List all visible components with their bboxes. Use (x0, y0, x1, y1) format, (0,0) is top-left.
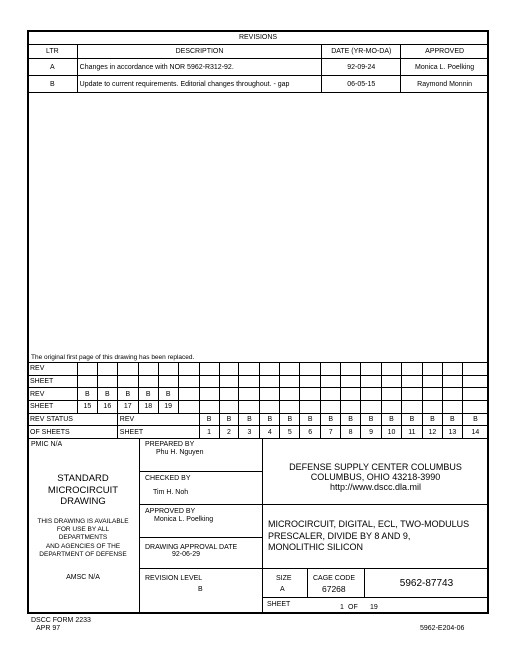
sheet-cell: 8 (341, 426, 361, 439)
availability-line: DEPARTMENTS (58, 534, 108, 542)
rev-status-label: REV STATUS (28, 413, 118, 426)
revision-row (28, 59, 489, 76)
standard-line: STANDARD (57, 473, 109, 484)
revision-approved: Raymond Monnin (401, 76, 489, 93)
rev-cell: B (442, 413, 462, 426)
standard-heading (27, 473, 139, 508)
amsc-text: AMSC N/A (66, 574, 100, 581)
grid-cell: B (97, 388, 117, 401)
rev-cell: B (300, 413, 321, 426)
header-approved: APPROVED (401, 45, 489, 59)
rev-cell: B (260, 413, 280, 426)
revision-approved: Monica L. Poelking (401, 59, 489, 76)
sheet-cell: 11 (401, 426, 422, 439)
availability-line: DEPARTMENT OF DEFENSE (39, 550, 127, 558)
revision-date: 92-09-24 (322, 59, 401, 76)
availability-line: FOR USE BY ALL (56, 526, 110, 534)
replaced-note: The original first page of this drawing has been replaced. (31, 354, 195, 361)
revision-description: Update to current requirements. Editorial changes throughout. - gap (77, 76, 322, 93)
revision-description: Changes in accordance with NOR 5962-R312-92. (77, 59, 322, 76)
grid-cell: 18 (138, 401, 158, 414)
revision-ltr: A (28, 59, 78, 76)
rev-cell: B (361, 413, 382, 426)
checked-by-label: CHECKED BY (145, 475, 191, 482)
cage-value: 67268 (322, 584, 346, 594)
grid-cell: 19 (158, 401, 178, 414)
sheet-cell: 14 (462, 426, 488, 439)
prepared-by-label: PREPARED BY (145, 441, 195, 448)
grid-label: REV (28, 363, 78, 376)
standard-line: DRAWING (60, 496, 106, 507)
grid-cell: 16 (97, 401, 117, 414)
dscc-line: DEFENSE SUPPLY CENTER COLUMBUS (289, 462, 462, 472)
dscc-address (262, 462, 489, 492)
of-sheets-row (28, 426, 489, 439)
rev-cell: B (341, 413, 361, 426)
rev-cell: B (219, 413, 239, 426)
sheet-cell: 1 (199, 426, 219, 439)
grid-row-sheet (28, 375, 489, 388)
grid-cell: 15 (77, 401, 97, 414)
cage-label: CAGE CODE (313, 575, 356, 582)
revision-level: B (198, 586, 203, 593)
form-date: APR 97 (36, 625, 61, 632)
revisions-table (27, 30, 489, 93)
grid-cell: B (158, 388, 178, 401)
availability-line: AND AGENCIES OF THE (45, 542, 121, 550)
availability-line: THIS DRAWING IS AVAILABLE (37, 518, 129, 525)
grid-cell: B (77, 388, 97, 401)
grid-label: REV (28, 388, 78, 401)
pmic-text: PMIC N/A (31, 441, 63, 448)
drawing-number: 5962-87743 (399, 578, 454, 589)
approved-by-label: APPROVED BY (145, 508, 196, 515)
size-label: SIZE (276, 575, 292, 582)
header-ltr: LTR (28, 45, 78, 59)
rev-cell: B (401, 413, 422, 426)
grid-label: SHEET (28, 401, 78, 414)
rev-cell: B (239, 413, 260, 426)
sheet-cell: 9 (361, 426, 382, 439)
grid-label: SHEET (28, 375, 78, 388)
approval-date-label: DRAWING APPROVAL DATE (145, 544, 238, 551)
sheet-cell: 4 (260, 426, 280, 439)
revisions-title: REVISIONS (28, 31, 489, 45)
sheet-cell: 3 (239, 426, 260, 439)
rev-cell: B (280, 413, 300, 426)
sheet-cell: 5 (280, 426, 300, 439)
revision-ltr: B (28, 76, 78, 93)
rev-label: REV (117, 413, 199, 426)
grid-row-sheet (28, 401, 489, 414)
rev-cell: B (321, 413, 341, 426)
drawing-title (268, 519, 469, 554)
sheet-cell: 7 (321, 426, 341, 439)
rev-cell: B (199, 413, 219, 426)
sheet-grid (27, 362, 489, 439)
sheet-of-label: OF (348, 604, 358, 611)
header-description: DESCRIPTION (77, 45, 322, 59)
sheet-cell: 12 (422, 426, 442, 439)
sheet-cell: 13 (442, 426, 462, 439)
sheet-label: SHEET (117, 426, 199, 439)
standard-line: MICROCIRCUIT (47, 484, 119, 496)
of-sheets-label: OF SHEETS (28, 426, 118, 439)
sheet-cell: 10 (382, 426, 402, 439)
rev-cell: B (422, 413, 442, 426)
rev-cell: B (382, 413, 402, 426)
title-line: PRESCALER, DIVIDE BY 8 AND 9, (268, 530, 411, 541)
grid-cell: B (117, 388, 138, 401)
title-line: MICROCIRCUIT, DIGITAL, ECL, TWO-MODULUS (268, 519, 470, 529)
approval-date: 92-06-29 (172, 551, 201, 558)
grid-row-rev (28, 388, 489, 401)
sheet-cell: 6 (300, 426, 321, 439)
rev-status-row (28, 413, 489, 426)
dscc-line: COLUMBUS, OHIO 43218-3990 (310, 472, 441, 482)
sheet-total: 19 (370, 604, 378, 611)
form-number: DSCC FORM 2233 (31, 617, 91, 624)
title-line: MONOLITHIC SILICON (268, 542, 364, 552)
rev-cell: B (462, 413, 488, 426)
approved-by-name: Monica L. Poelking (154, 516, 214, 523)
header-date: DATE (YR-MO-DA) (322, 45, 401, 59)
prepared-by-name: Phu H. Nguyen (156, 449, 204, 456)
revision-level-label: REVISION LEVEL (145, 575, 203, 582)
dscc-link[interactable]: http://www.dscc.dla.mil (329, 482, 422, 492)
footer-code: 5962-E204-06 (420, 625, 465, 632)
grid-row-rev (28, 363, 489, 376)
grid-cell: 17 (117, 401, 138, 414)
revision-date: 06-05-15 (322, 76, 401, 93)
checked-by-name: Tim H. Noh (153, 489, 189, 496)
size-value: A (280, 586, 285, 593)
sheet-label: SHEET (267, 601, 291, 608)
sheet-number: 1 (340, 604, 344, 611)
sheet-cell: 2 (219, 426, 239, 439)
availability-note (27, 518, 139, 559)
grid-cell: B (138, 388, 158, 401)
revision-row (28, 76, 489, 93)
